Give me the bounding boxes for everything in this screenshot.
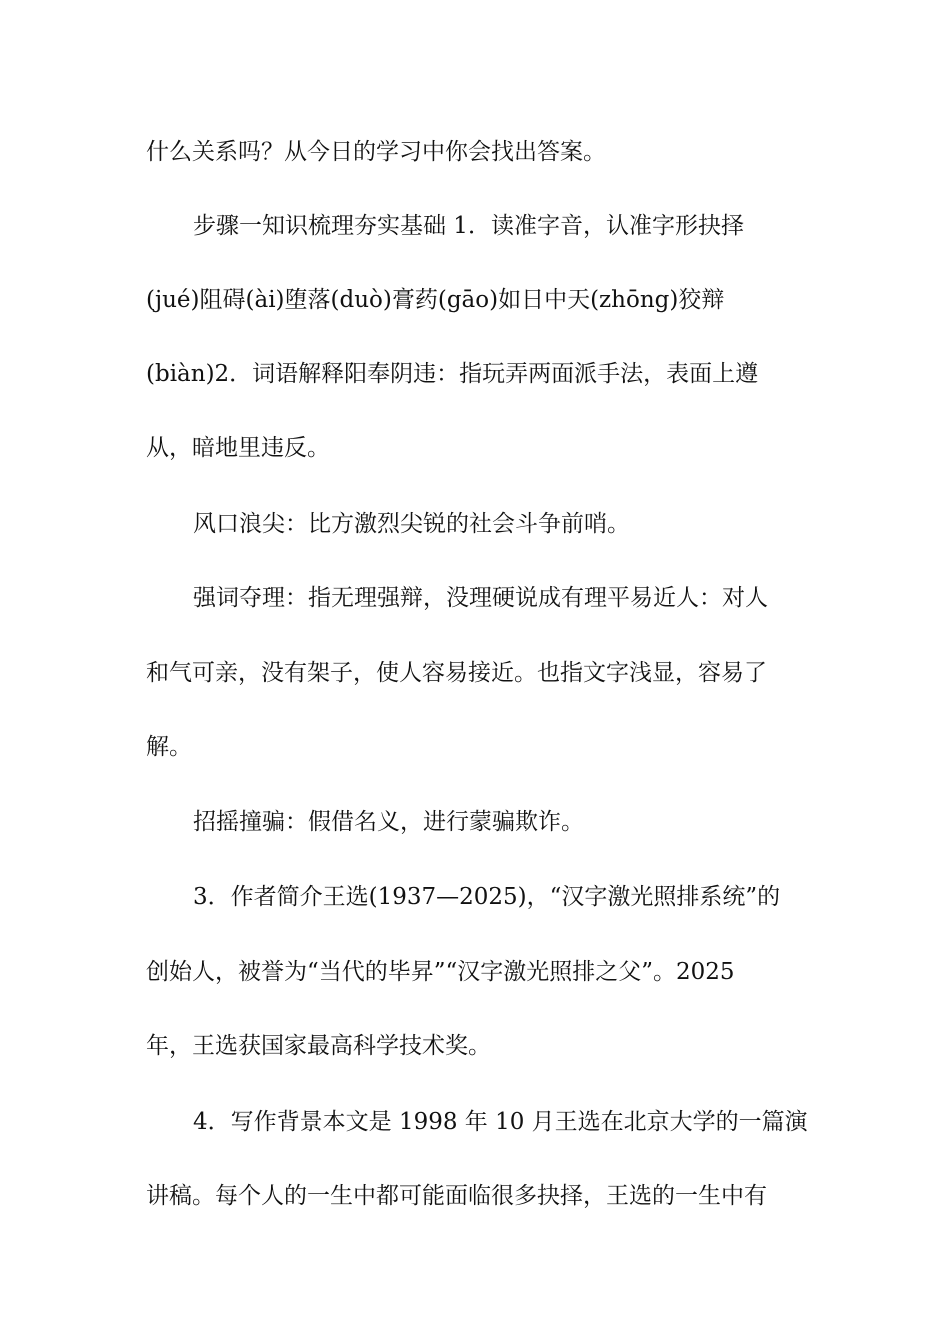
text-line-12: 创始人，被誉为“当代的毕昇”“汉字激光照排之父”。2025 <box>146 959 735 985</box>
text-line-2: 步骤一知识梳理夯实基础 1．读准字音，认准字形抉择 <box>193 213 744 239</box>
text-line-9: 解。 <box>146 734 192 760</box>
text-line-14: 4．写作背景本文是 1998 年 10 月王选在北京大学的一篇演 <box>193 1109 808 1135</box>
text-line-6: 风口浪尖：比方激烈尖锐的社会斗争前哨。 <box>193 511 630 537</box>
text-line-7: 强词夺理：指无理强辩，没理硬说成有理平易近人：对人 <box>193 585 768 611</box>
text-line-8: 和气可亲，没有架子，使人容易接近。也指文字浅显，容易了 <box>146 660 767 686</box>
text-line-13: 年，王选获国家最高科学技术奖。 <box>146 1033 491 1059</box>
text-line-15: 讲稿。每个人的一生中都可能面临很多抉择，王选的一生中有 <box>146 1183 767 1209</box>
text-line-4: (biàn)2．词语解释阳奉阴违：指玩弄两面派手法，表面上遵 <box>146 361 759 387</box>
text-line-11: 3．作者简介王选(1937—2025)，“汉字激光照排系统”的 <box>193 884 781 910</box>
text-line-10: 招摇撞骗：假借名义，进行蒙骗欺诈。 <box>193 809 584 835</box>
text-line-5: 从，暗地里违反。 <box>146 435 330 461</box>
text-line-3: (jué)阻碍(ài)堕落(duò)膏药(gāo)如日中天(zhōng)狡辩 <box>146 287 725 313</box>
text-line-1: 什么关系吗？从今日的学习中你会找出答案。 <box>146 139 606 165</box>
